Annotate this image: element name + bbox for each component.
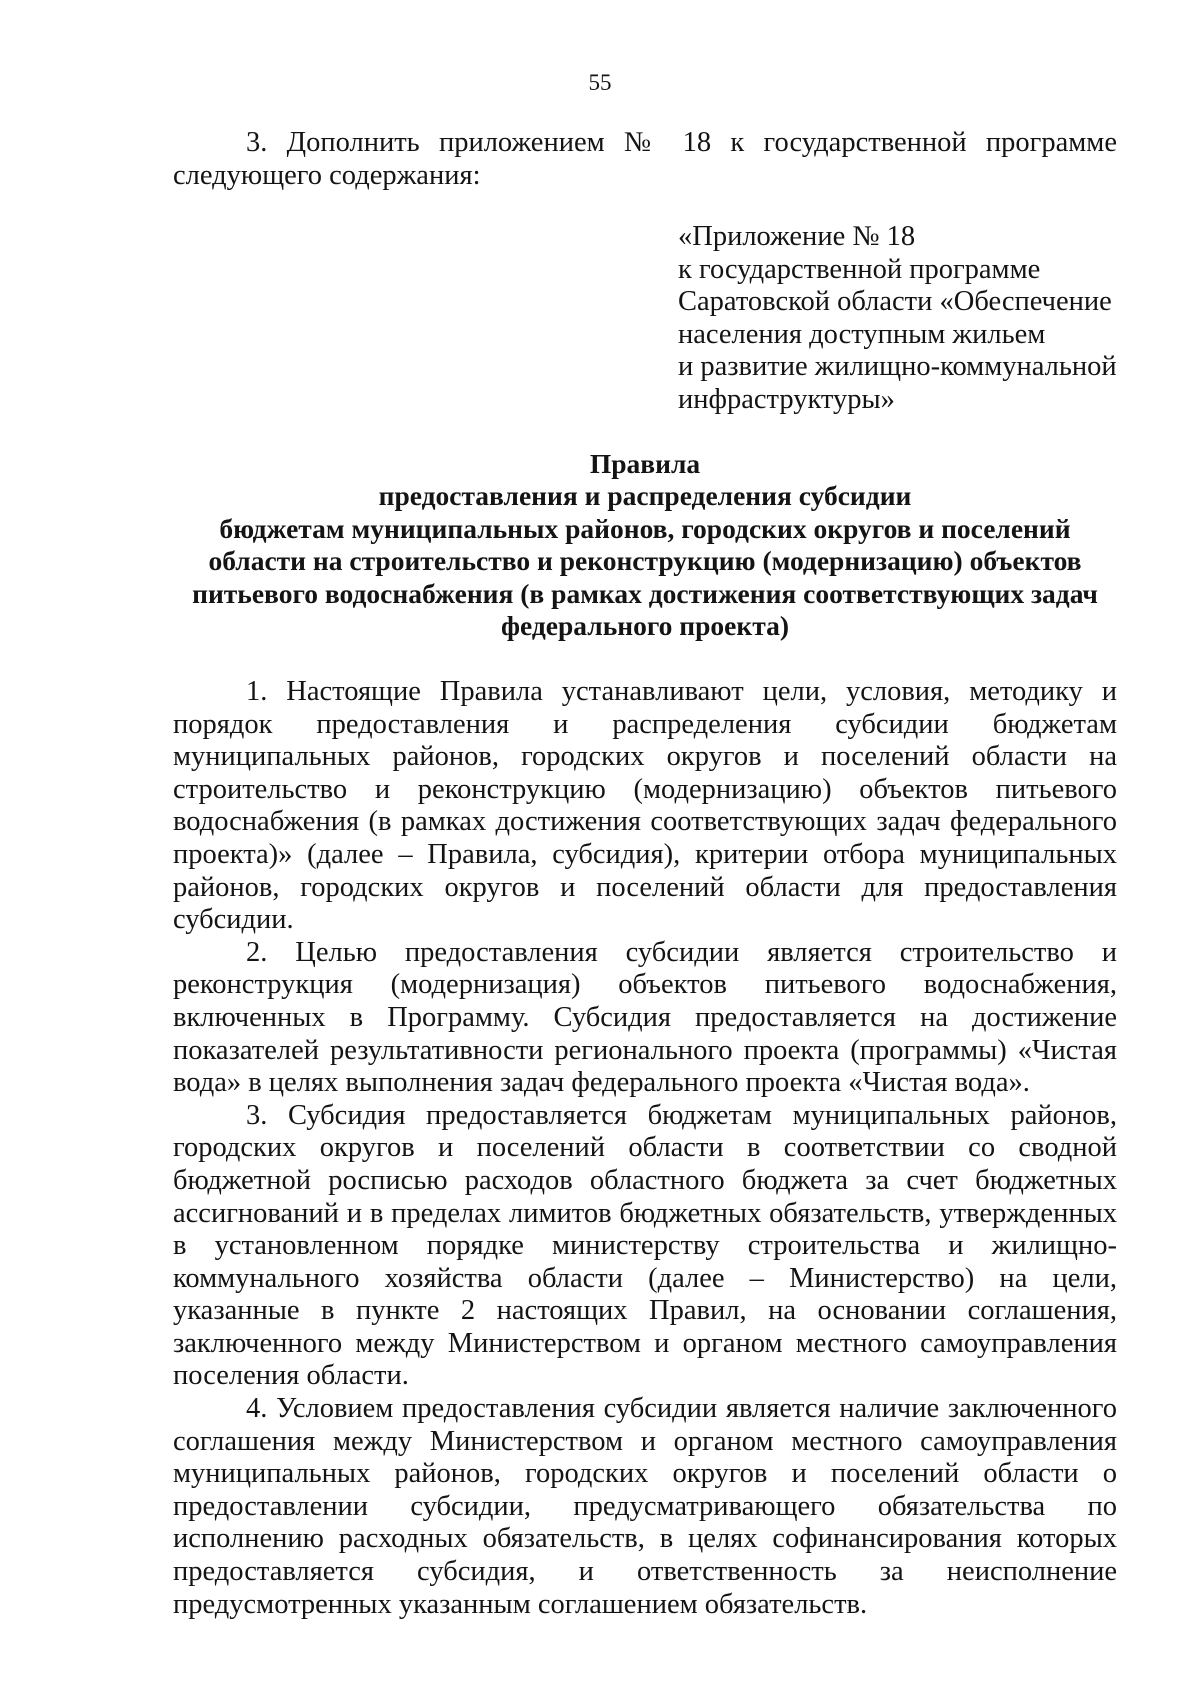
rule-paragraph-3: 3. Субсидия предоставляется бюджетам муниципальных районов, городских округов и поселений области в соответствии со сводной бюджетной росписью расходов областного бюджета за счет бюджетных ассигнований и в пределах лимитов бюджетных обязательств, утвержденных в установленном порядке министерству строительства и жилищно-коммунального хозяйства области (далее – Министерство) на цели, указанные в пункте 2 настоящих Правил, на основании соглашения, заключенного между Министерством и органом местного самоуправления поселения области. [173,1099,1117,1392]
appendix-header-line: населения доступным жильем [678,318,1046,350]
appendix-header-line: «Приложение № 18 [678,221,916,252]
appendix-header-line: инфраструктуры» [678,383,895,415]
rules-body [173,676,1117,1621]
appendix-header-line: и развитие жилищно-коммунальной [678,351,1117,383]
intro-paragraph: 3. Дополнить приложением № 18 к государственной программе следующего содержания: [173,127,1117,191]
title-line: питьевого водоснабжения (в рамках достижения соответствующих задач [192,577,1098,609]
appendix-header-line: Саратовской области «Обеспечение [678,286,1112,318]
title-line: бюджетам муниципальных районов, городских округов и поселений [219,512,1071,544]
title-line: области на строительство и реконструкцию (модернизацию) объектов [208,545,1082,577]
rule-paragraph-2: 2. Целью предоставления субсидии является строительство и реконструкция (модернизация) объектов питьевого водоснабжения, включенных в Программу. Субсидия предоставляется на достижение показателей результативности регионального проекта (программы) «Чистая вода» в целях выполнения задач федерального проекта «Чистая вода». [173,936,1117,1099]
intro-section [173,127,1117,192]
appendix-header [678,221,1148,417]
title-line: предоставления и распределения субсидии [378,480,912,512]
appendix-header-line: к государственной программе [678,253,1041,285]
title-line: Правила [589,448,701,479]
title-line: федерального проекта) [501,610,789,642]
document-title [140,448,1150,642]
rule-paragraph-4: 4. Условием предоставления субсидии является наличие заключенного соглашения между Министерством и органом местного самоуправления муниципальных районов, городских округов и поселений области о предоставлении субсидии, предусматривающего обязательства по исполнению расходных обязательств, в целях софинансирования которых предоставляется субсидия, и ответственность за неисполнение предусмотренных указанным соглашением обязательств. [173,1393,1117,1620]
page-number: 55 [588,70,612,95]
rule-paragraph-1: 1. Настоящие Правила устанавливают цели, условия, методику и порядок предоставления и распределения субсидии бюджетам муниципальных районов, городских округов и поселений области на строительство и реконструкцию (модернизацию) объектов питьевого водоснабжения (в рамках достижения соответствующих задач федерального проекта)» (далее – Правила, субсидия), критерии отбора муниципальных районов, городских округов и поселений области для предоставления субсидии. [173,676,1117,936]
